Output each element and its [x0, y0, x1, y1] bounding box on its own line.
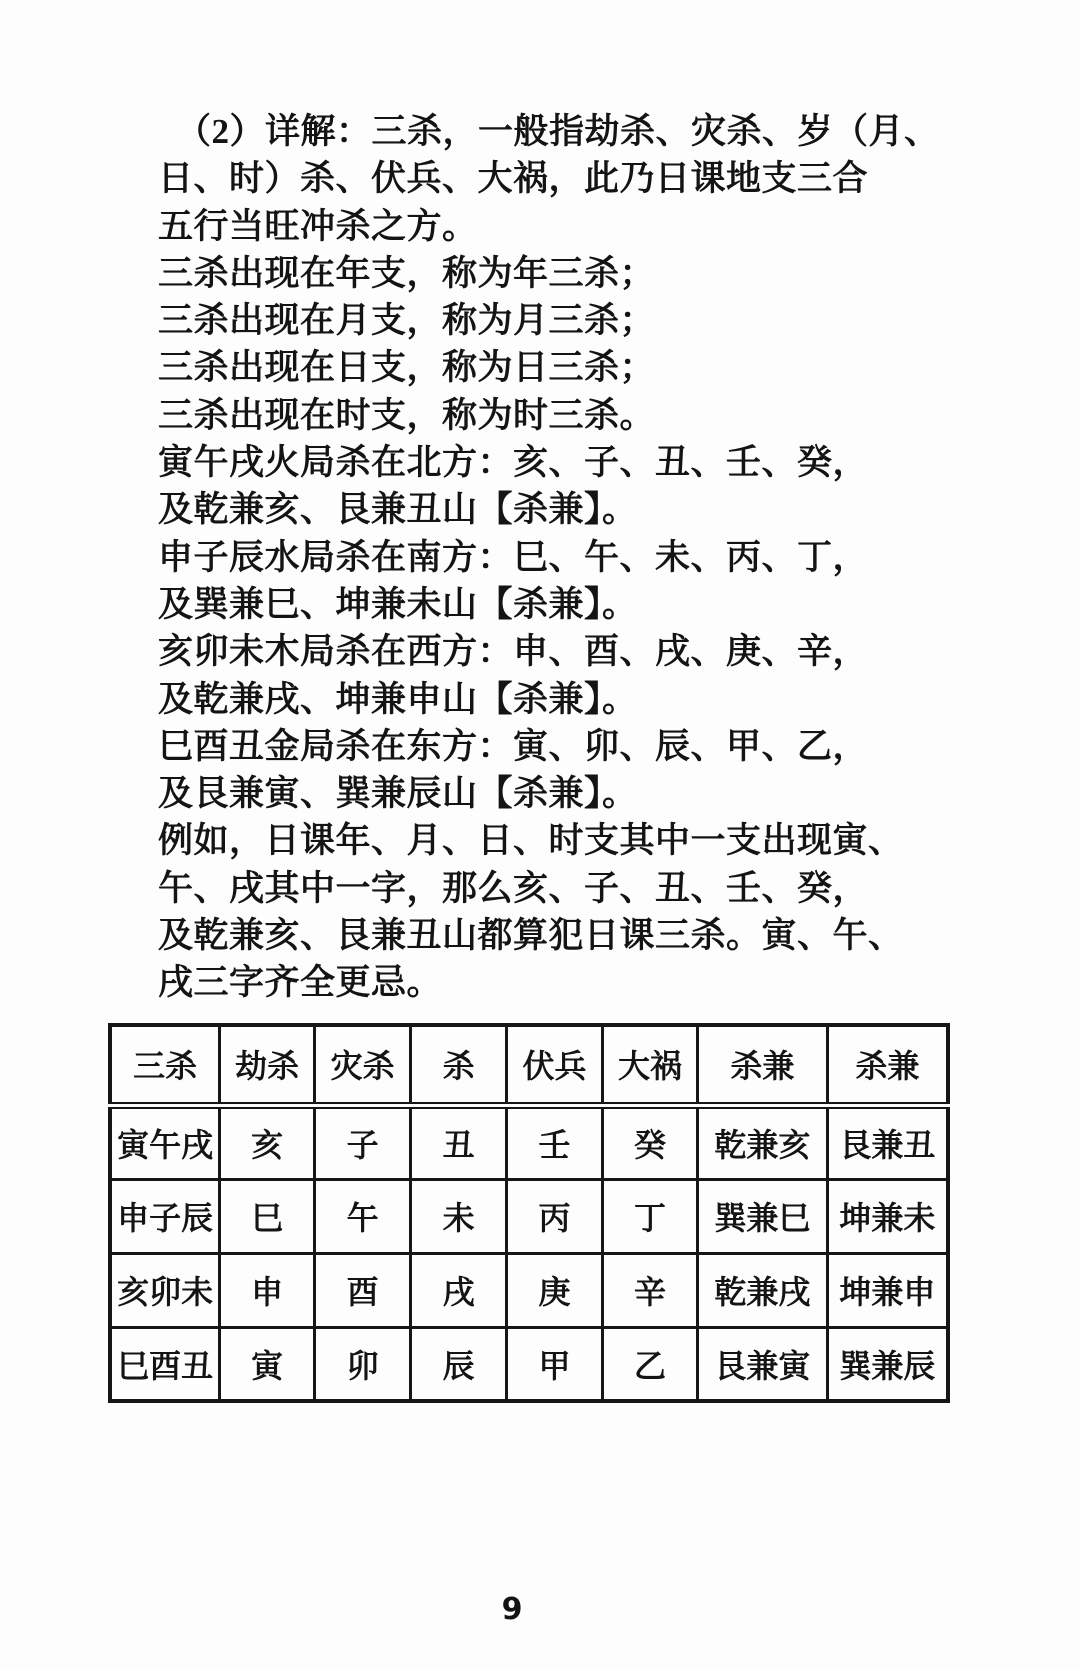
table-cell: 丑 — [411, 1105, 507, 1179]
table-cell: 巽兼巳 — [697, 1179, 827, 1253]
text-line: 例如，日课年、月、日、时支其中一支出现寅、 — [158, 821, 904, 861]
page-number: 9 — [501, 1592, 523, 1627]
table-row — [110, 1105, 948, 1179]
text-line: 及巽兼巳、坤兼未山【杀兼】。 — [158, 584, 638, 624]
text-line: 及艮兼寅、巽兼辰山【杀兼】。 — [158, 774, 638, 814]
text-line: 日、时）杀、伏兵、大祸，此乃日课地支三合 — [158, 159, 869, 199]
table-cell: 艮兼丑 — [827, 1105, 948, 1179]
table-cell: 乙 — [603, 1327, 698, 1401]
text-line: 亥卯未木局杀在西方：申、酉、戌、庚、辛， — [158, 632, 869, 672]
table-cell: 丁 — [603, 1179, 698, 1253]
row-label-cell: 巳酉丑 — [110, 1327, 220, 1401]
text-line: 及乾兼亥、艮兼丑山都算犯日课三杀。寅、午、 — [158, 916, 904, 956]
table-cell: 甲 — [506, 1327, 602, 1401]
table-header-cell: 大祸 — [603, 1025, 698, 1105]
table-cell: 巽兼辰 — [827, 1327, 948, 1401]
table-header-cell: 杀兼 — [697, 1025, 827, 1105]
text-line: 申子辰水局杀在南方：巳、午、未、丙、丁， — [158, 537, 869, 577]
table-row — [110, 1327, 948, 1401]
text-line: 午、戌其中一字，那么亥、子、丑、壬、癸， — [158, 868, 869, 908]
table-cell: 子 — [314, 1105, 410, 1179]
table-header-cell: 杀兼 — [827, 1025, 948, 1105]
table-row — [110, 1179, 948, 1253]
text-line: 三杀出现在月支，称为月三杀； — [158, 301, 656, 341]
body-text — [158, 108, 938, 1007]
table-header-cell: 劫杀 — [220, 1025, 315, 1105]
table-row — [110, 1253, 948, 1327]
text-line: 三杀出现在时支，称为时三杀。 — [158, 395, 656, 435]
table-cell: 卯 — [314, 1327, 410, 1401]
table-cell: 巳 — [220, 1179, 315, 1253]
table-cell: 辰 — [411, 1327, 507, 1401]
table-cell: 乾兼亥 — [697, 1105, 827, 1179]
table-cell: 癸 — [603, 1105, 698, 1179]
table-cell: 申 — [220, 1253, 315, 1327]
table-cell: 未 — [411, 1179, 507, 1253]
table-cell: 乾兼戌 — [697, 1253, 827, 1327]
row-label-cell: 亥卯未 — [110, 1253, 220, 1327]
row-label-cell: 申子辰 — [110, 1179, 220, 1253]
table-cell: 坤兼申 — [827, 1253, 948, 1327]
table-cell: 戌 — [411, 1253, 507, 1327]
table-cell: 壬 — [506, 1105, 602, 1179]
three-killings-table — [108, 1023, 950, 1403]
text-line: 戌三字齐全更忌。 — [158, 963, 443, 1003]
table-header-cell: 灾杀 — [314, 1025, 410, 1105]
table-cell: 坤兼未 — [827, 1179, 948, 1253]
text-line: 三杀出现在日支，称为日三杀； — [158, 348, 656, 388]
table-cell: 酉 — [314, 1253, 410, 1327]
text-line: 寅午戌火局杀在北方：亥、子、丑、壬、癸， — [158, 443, 869, 483]
table-cell: 亥 — [220, 1105, 315, 1179]
table-cell: 辛 — [603, 1253, 698, 1327]
text-line: 及乾兼戌、坤兼申山【杀兼】。 — [158, 679, 638, 719]
text-line: （2）详解：三杀，一般指劫杀、灾杀、岁（月、 — [176, 112, 940, 151]
row-label-cell: 寅午戌 — [110, 1105, 220, 1179]
table-header-row — [110, 1025, 948, 1105]
table-cell: 艮兼寅 — [697, 1327, 827, 1401]
table-cell: 寅 — [220, 1327, 315, 1401]
table-cell: 庚 — [506, 1253, 602, 1327]
table-cell: 午 — [314, 1179, 410, 1253]
text-line: 巳酉丑金局杀在东方：寅、卯、辰、甲、乙， — [158, 726, 869, 766]
text-line: 五行当旺冲杀之方。 — [158, 206, 478, 246]
table-header-cell: 伏兵 — [506, 1025, 602, 1105]
text-line: 及乾兼亥、艮兼丑山【杀兼】。 — [158, 490, 638, 530]
table-header-cell: 三杀 — [110, 1025, 220, 1105]
table-header-cell: 杀 — [411, 1025, 507, 1105]
table-cell: 丙 — [506, 1179, 602, 1253]
text-line: 三杀出现在年支，称为年三杀； — [158, 253, 656, 293]
